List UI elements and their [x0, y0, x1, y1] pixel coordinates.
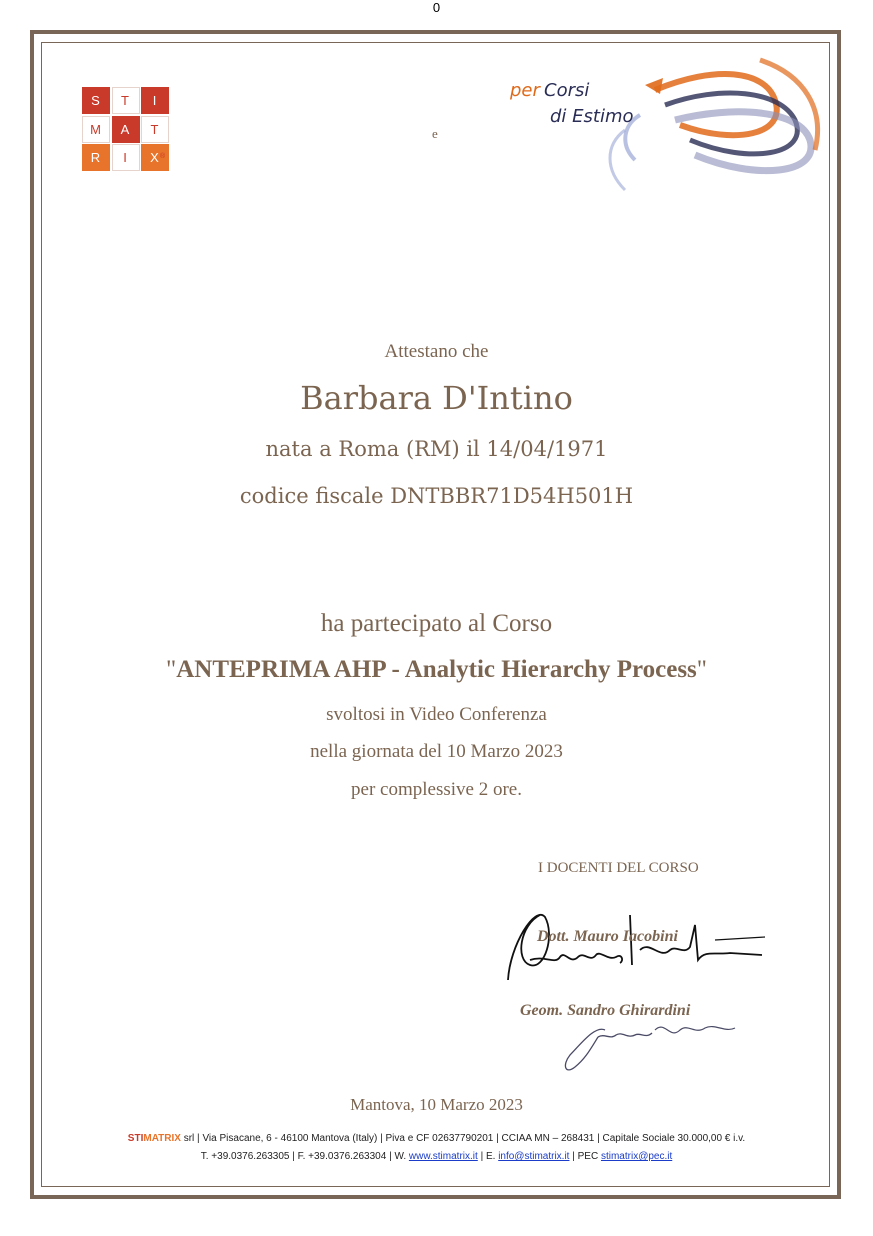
course-title-line [0, 656, 873, 684]
logo-cell-m: M [82, 116, 110, 143]
footer-brand-sti: STI [127, 1133, 144, 1144]
logo-cell-i2: I [112, 144, 140, 171]
footer-line-2 [0, 1151, 873, 1162]
participation-line: ha partecipato al Corso [320, 610, 553, 637]
email-link[interactable]: info@stimatrix.it [498, 1151, 570, 1162]
quote-open: " [166, 656, 177, 683]
course-mode: svoltosi in Video Conferenza [326, 704, 547, 725]
teachers-heading: I DOCENTI DEL CORSO [538, 860, 699, 876]
footer-phone: T. +39.0376.263305 | F. +39.0376.263304 | W. [200, 1151, 409, 1162]
logo-cell-r: R [82, 144, 110, 171]
tax-code: codice fiscale DNTBBR71D54H501H [239, 484, 634, 508]
footer-pec-label: | PEC [569, 1151, 601, 1162]
attest-line: Attestano che [384, 341, 489, 362]
teacher-1-name: Dott. Mauro Iacobini [537, 928, 678, 945]
percorsi-di-estimo-text: di Estimo [550, 106, 634, 127]
logo-cell-t: T [112, 87, 140, 114]
place-and-date: Mantova, 10 Marzo 2023 [350, 1095, 523, 1114]
teacher-2-name: Geom. Sandro Ghirardini [520, 1002, 691, 1019]
quote-close: " [696, 656, 707, 683]
course-duration: per complessive 2 ore. [351, 779, 522, 800]
website-link[interactable]: www.stimatrix.it [408, 1151, 478, 1162]
footer-line-1 [0, 1133, 873, 1144]
page-number: 0 [432, 0, 441, 15]
percorsi-corsi-text: Corsi [544, 80, 590, 101]
logo-cell-t2: T [141, 116, 169, 143]
recipient-name: Barbara D'Intino [300, 379, 573, 417]
stimatrix-logo [82, 87, 169, 171]
birth-info: nata a Roma (RM) il 14/04/1971 [265, 437, 608, 461]
footer-brand-matrix: MATRIX [143, 1133, 181, 1144]
course-date: nella giornata del 10 Marzo 2023 [310, 741, 563, 762]
footer-email-label: | E. [477, 1151, 499, 1162]
signature-iacobini [500, 905, 770, 990]
pec-link[interactable]: stimatrix@pec.it [600, 1151, 673, 1162]
registered-mark: ® [160, 153, 166, 160]
logo-cell-i: I [141, 87, 169, 114]
logo-cell-x: X [141, 144, 169, 171]
footer-company-details: srl | Via Pisacane, 6 - 46100 Mantova (Italy) | Piva e CF 02637790201 | CCIAA MN – 268431 | Capitale Sociale 30.000,00 € i.v. [180, 1133, 746, 1144]
logo-cell-a: A [112, 116, 140, 143]
logo-cell-s: S [82, 87, 110, 114]
percorsi-per-text: per [510, 80, 540, 101]
course-title: ANTEPRIMA AHP - Analytic Hierarchy Process [176, 656, 697, 683]
connector-text: e [432, 126, 438, 141]
